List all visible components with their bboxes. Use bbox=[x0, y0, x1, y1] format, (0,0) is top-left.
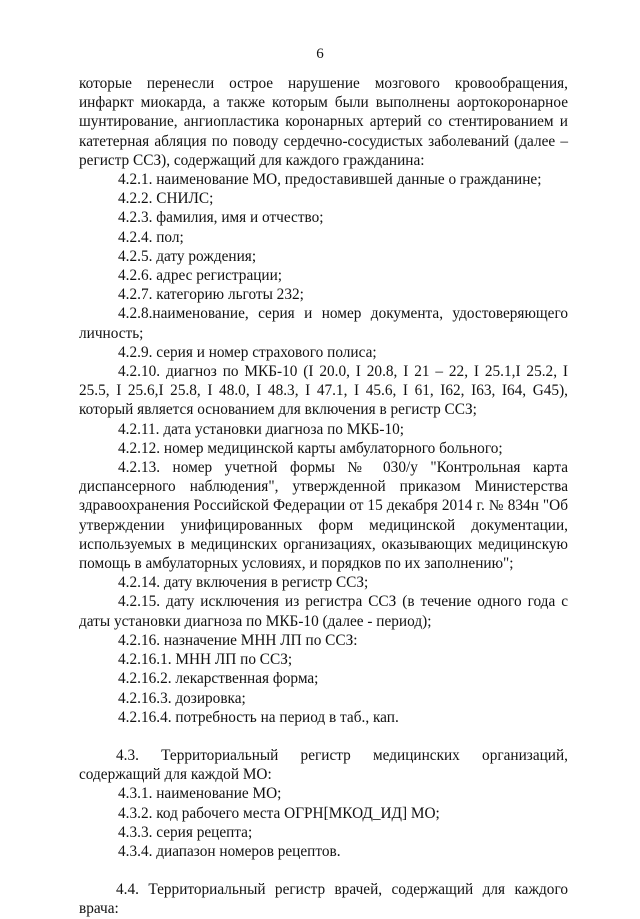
list-item-4-2-11: 4.2.11. дата установки диагноза по МКБ-10; bbox=[118, 420, 404, 438]
list-item-4-2-16: 4.2.16. назначение МНН ЛП по ССЗ: bbox=[118, 631, 358, 649]
list-item-4-2-4: 4.2.4. пол; bbox=[118, 228, 184, 246]
list-item-4-2-16-4: 4.2.16.4. потребность на период в таб., кап. bbox=[118, 708, 399, 726]
list-item-4-2-2: 4.2.2. СНИЛС; bbox=[118, 190, 214, 208]
list-item-4-2-16-3: 4.2.16.3. дозировка; bbox=[118, 689, 246, 707]
list-item-4-2-16-2: 4.2.16.2. лекарственная форма; bbox=[118, 670, 319, 688]
list-item-4-2-5: 4.2.5. дату рождения; bbox=[118, 247, 257, 265]
list-item-4-2-9: 4.2.9. серия и номер страхового полиса; bbox=[118, 343, 377, 361]
list-item-4-2-3: 4.2.3. фамилия, имя и отчество; bbox=[118, 209, 324, 227]
list-item-4-2-1: 4.2.1. наименование МО, предоставившей данные о гражданине; bbox=[118, 171, 542, 189]
document-body bbox=[79, 74, 568, 919]
list-item-4-2-6: 4.2.6. адрес регистрации; bbox=[118, 267, 283, 285]
list-item-4-2-8: 4.2.8.наименование, серия и номер документа, удостоверяющего личность; bbox=[79, 305, 568, 342]
list-item-4-2-16-1: 4.2.16.1. МНН ЛП по ССЗ; bbox=[118, 651, 293, 669]
list-item-4-2-10: 4.2.10. диагноз по МКБ-10 (I 20.0, I 20.8, I 21 – 22, I 25.1,I 25.2, I 25.5, I 25.6,I 25.8, I 48.0, I 48.3, I 47.1, I 45.6, I 61, I62, I63, I64, G45), который является основанием для включения в регистр ССЗ; bbox=[79, 363, 568, 419]
section-4-4-heading: 4.4. Территориальный регистр врачей, содержащий для каждого врача: bbox=[79, 881, 568, 918]
page-number: 6 bbox=[316, 46, 324, 62]
list-item-4-2-12: 4.2.12. номер медицинской карты амбулаторного больного; bbox=[118, 439, 503, 457]
list-item-4-3-1: 4.3.1. наименование МО; bbox=[118, 785, 282, 803]
list-item-4-2-14: 4.2.14. дату включения в регистр ССЗ; bbox=[118, 574, 369, 592]
list-item-4-3-4: 4.3.4. диапазон номеров рецептов. bbox=[118, 842, 341, 860]
list-item-4-3-2: 4.3.2. код рабочего места ОГРН[МКОД_ИД] МО; bbox=[118, 804, 440, 822]
list-item-4-2-15: 4.2.15. дату исключения из регистра ССЗ (в течение одного года с даты установки диагноза по МКБ-10 (далее - период); bbox=[79, 593, 568, 630]
lead-paragraph: которые перенесли острое нарушение мозгового кровообращения, инфаркт миокарда, а также которым были выполнены аортокоронарное шунтирование, ангиопластика коронарных артерий со стентированием и катетерная абляция по поводу сердечно-сосудистых заболеваний (далее – регистр ССЗ), содержащий для каждого гражданина: bbox=[79, 75, 568, 169]
list-item-4-3-3: 4.3.3. серия рецепта; bbox=[118, 823, 253, 841]
list-item-4-2-7: 4.2.7. категорию льготы 232; bbox=[118, 286, 304, 304]
list-item-4-2-13: 4.2.13. номер учетной формы № 030/у "Контрольная карта диспансерного наблюдения", утвержденной приказом Министерства здравоохранения Российской Федерации от 15 декабря 2014 г. № 834н "Об утверждении унифицированных форм медицинской документации, используемых в медицинских организациях, оказывающих медицинскую помощь в амбулаторных условиях, и порядков по их заполнению"; bbox=[79, 459, 568, 573]
section-4-3-heading: 4.3. Территориальный регистр медицинских организаций, содержащий для каждой МО: bbox=[79, 746, 568, 784]
